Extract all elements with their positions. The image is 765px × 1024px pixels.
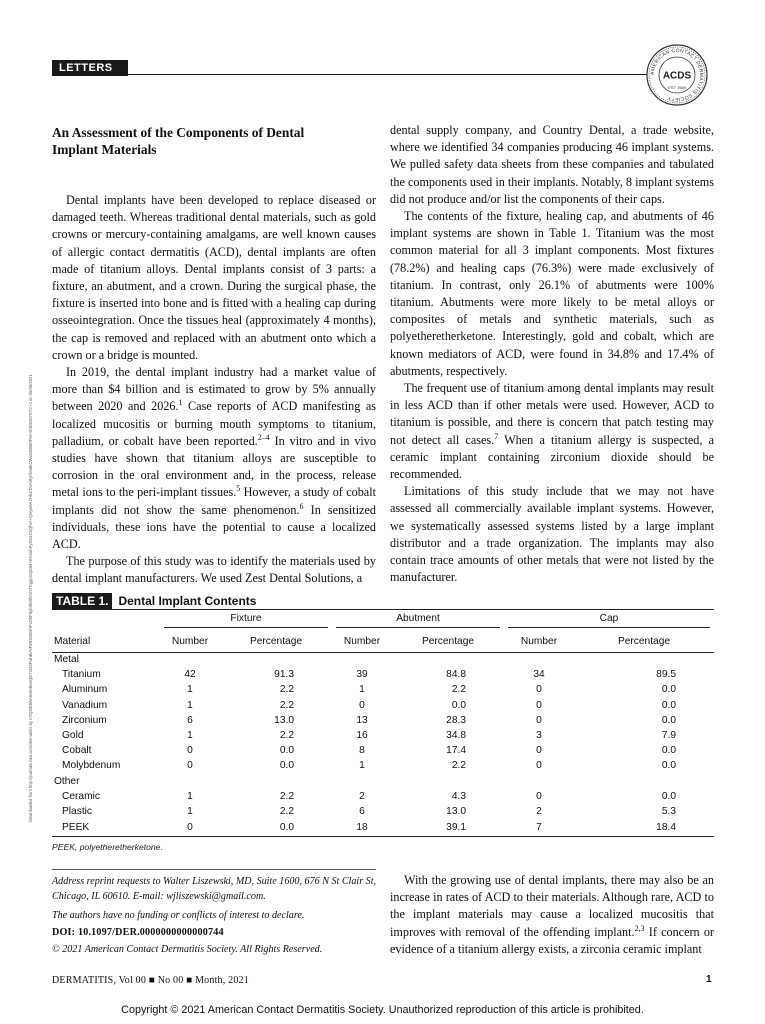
number-cell: 1 — [187, 699, 193, 711]
number-cell: 1 — [359, 760, 365, 772]
number-cell: 1 — [187, 684, 193, 696]
percentage-cell: 0.0 — [661, 714, 676, 726]
table-row — [52, 698, 714, 713]
material-cell: Ceramic — [62, 790, 100, 802]
group-header-cap: Cap — [508, 613, 710, 628]
percentage-cell: 28.3 — [446, 714, 466, 726]
material-cell: Molybdenum — [62, 760, 121, 772]
number-cell: 42 — [184, 669, 196, 681]
acds-seal-logo — [646, 44, 708, 106]
number-cell: 2 — [359, 790, 365, 802]
percentage-cell: 0.0 — [451, 699, 466, 711]
paragraph-market: In 2019, the dental implant industry had a market value of more than $4 billion and is estimated to grow by 5% annually between 2020 and 2026.$^1$ Case reports of ACD manifesting as localized mucositis or burning mouth symptoms to titanium, palladium, or cobalt have been reported.$^{2-4}$ In vitro and in vivo studies have shown that titanium alloys are susceptible to corrosion in the oral environment and, in the process, release metal ions to the peri-implant tissues.$^5$ However, a study of cobalt implants did not show the same phenomenon.$^6$ In sensitized individuals, these ions have the potential to cause a localized ACD. — [52, 365, 377, 552]
number-cell: 0 — [536, 790, 542, 802]
group-header-abutment: Abutment — [336, 613, 500, 628]
paragraph-limitations: Limitations of this study include that we may not have assessed all commercially available implant systems. However, we systematically assessed systems listed by a large implant distributor and a trade organization. The implants may also contain trace amounts of other metals that were not listed by the manufacturer. — [390, 484, 714, 585]
material-cell: Zirconium — [62, 714, 107, 726]
doi-note: DOI: 10.1097/DER.0000000000000744 — [52, 927, 224, 938]
number-cell: 2 — [536, 805, 542, 817]
table-row — [52, 789, 714, 804]
percentage-cell: 4.3 — [451, 790, 466, 802]
percentage-cell: 0.0 — [661, 790, 676, 802]
material-cell: Gold — [62, 730, 84, 742]
column-header: Percentage — [392, 631, 504, 652]
table-heading — [52, 592, 256, 609]
percentage-cell: 0.0 — [220, 819, 332, 836]
journal-footer: DERMATITIS, Vol 00 ■ No 00 ■ Month, 2021 — [52, 975, 249, 986]
column-header: Material — [52, 631, 160, 652]
left-column — [52, 192, 376, 588]
percentage-cell: 0.0 — [661, 760, 676, 772]
number-cell: 0 — [359, 699, 365, 711]
table-row — [52, 758, 714, 773]
header-rule — [128, 74, 648, 75]
number-cell: 0 — [187, 745, 193, 757]
percentage-cell: 2.2 — [279, 684, 294, 696]
table-tag: TABLE 1. — [52, 593, 112, 610]
number-cell: 13 — [356, 714, 368, 726]
number-cell: 0 — [536, 714, 542, 726]
percentage-cell: 0.0 — [661, 745, 676, 757]
percentage-cell: 13.0 — [274, 714, 294, 726]
percentage-cell: 17.4 — [446, 745, 466, 757]
column-header: Percentage — [220, 631, 332, 652]
paragraph-conclusion: With the growing use of dental implants, there may also be an increase in rates of ACD to their materials. Although rare, ACD to the implant materials may cause a localized mucositis that improves with removal of the offending implant.$^{2,3}$ If concern or evidence of a titanium allergy exists, a zirconia ceramic implant — [390, 873, 714, 956]
group-header-fixture: Fixture — [164, 613, 328, 628]
table-row — [52, 819, 714, 836]
number-cell: 1 — [187, 805, 193, 817]
percentage-cell: 18.4 — [574, 819, 714, 836]
section-label: Metal — [54, 654, 79, 666]
number-cell: 34 — [533, 669, 545, 681]
table-section-row — [52, 652, 714, 667]
percentage-cell: 7.9 — [661, 730, 676, 742]
number-cell: 1 — [187, 790, 193, 802]
table-row — [52, 682, 714, 697]
material-cell: Titanium — [62, 669, 101, 681]
material-cell: PEEK — [52, 819, 160, 836]
table-row — [52, 713, 714, 728]
paragraph-results: The contents of the fixture, healing cap, and abutments of 46 implant systems are shown in Table 1. Titanium was the most common material for all 3 implant components. Most fixtures (78.2%) and healing caps (76.3%) were made exclusively of titanium. In contrast, only 26.1% of abutments were 100% titanium. Abutments were more likely to be metal alloys or composites of metals and synthetic materials, such as polyetheretherketone. Interestingly, gold and cobalt, which are known mediators of ACD, were found in 34.8% and 17.4% of abutments, respectively. — [390, 209, 714, 378]
table-row — [52, 804, 714, 819]
material-cell: Cobalt — [62, 745, 92, 757]
number-cell: 8 — [359, 745, 365, 757]
table-section-row — [52, 774, 714, 789]
address-note: Address reprint requests to Walter Liszewski, MD, Suite 1600, 676 N St Clair St, Chicago, IL 60610. E-mail: wjliszewski@gmail.com. — [52, 876, 377, 902]
percentage-cell: 0.0 — [661, 684, 676, 696]
percentage-cell: 2.2 — [279, 699, 294, 711]
dental-implant-table — [52, 610, 714, 837]
column-header: Percentage — [574, 631, 714, 652]
number-cell: 0 — [536, 760, 542, 772]
funding-note: The authors have no funding or conflicts of interest to declare. — [52, 910, 305, 921]
material-cell: Plastic — [62, 805, 93, 817]
right-column-bottom — [390, 872, 714, 958]
percentage-cell: 2.2 — [451, 760, 466, 772]
table-row — [52, 667, 714, 682]
percentage-cell: 91.3 — [274, 669, 294, 681]
paragraph-methods: dental supply company, and Country Dental, a trade website, where we identified 34 companies producing 46 implant systems. We pulled safety data sheets from these companies and tabulated the components used in their implants. Notably, 8 implant systems did not produce and/or list the components of their caps. — [390, 123, 714, 206]
footnote-rule — [52, 869, 376, 870]
percentage-cell: 0.0 — [279, 745, 294, 757]
number-cell: 39 — [356, 669, 368, 681]
percentage-cell: 2.2 — [279, 730, 294, 742]
section-label: LETTERS — [52, 60, 128, 76]
number-cell: 7 — [504, 819, 574, 836]
number-cell: 0 — [536, 745, 542, 757]
table-row — [52, 728, 714, 743]
number-cell: 1 — [359, 684, 365, 696]
paragraph-purpose: The purpose of this study was to identify the materials used by dental implant manufacturers. We used Zest Dental Solutions, a — [52, 554, 376, 586]
column-header: Number — [504, 631, 574, 652]
seal-est-text: EST 1989 — [668, 85, 686, 90]
download-notice: Downloaded from http://journals.lww.com/dermatitis by nYQ5tEBhA9x9nBxnQEYOd2FUnBvNPzRXDE5hFvOhPdybXklXhm/VlTqgIpGQn8d+DN4uhFyXG4C6Qhvr+Qmyw5A2Hk1rDVAi9y0fvs8kOWwz5tB6ItFM+vh9GD87K7C+4 on 06/09/2021 — [28, 374, 33, 822]
percentage-cell: 2.2 — [279, 805, 294, 817]
number-cell: 6 — [359, 805, 365, 817]
section-label: Other — [54, 775, 80, 787]
percentage-cell: 0.0 — [661, 699, 676, 711]
percentage-cell: 13.0 — [446, 805, 466, 817]
copyright-note: © 2021 American Contact Dermatitis Society. All Rights Reserved. — [52, 944, 323, 955]
seal-ring-text: AMERICAN CONTACT DERMATITIS SOCIETY — [649, 47, 705, 103]
percentage-cell: 5.3 — [661, 805, 676, 817]
column-header: Number — [332, 631, 392, 652]
number-cell: 0 — [160, 819, 220, 836]
material-cell: Aluminum — [62, 684, 108, 696]
number-cell: 0 — [536, 684, 542, 696]
percentage-cell: 39.1 — [392, 819, 504, 836]
percentage-cell: 0.0 — [279, 760, 294, 772]
paragraph-discussion: The frequent use of titanium among dental implants may result in less ACD than if other metals were used. However, ACD to titanium is possible, and there is concern that patch testing may not detect all cases.$^7$ When a titanium allergy is suspected, a ceramic implant containing zirconium dioxide should be recommended. — [390, 381, 714, 482]
number-cell: 6 — [187, 714, 193, 726]
number-cell: 1 — [187, 730, 193, 742]
percentage-cell: 2.2 — [279, 790, 294, 802]
table-title: Dental Implant Contents — [118, 594, 257, 608]
seal-center-text: ACDS — [662, 70, 692, 82]
right-column — [390, 122, 714, 586]
number-cell: 3 — [536, 730, 542, 742]
material-cell: Vanadium — [62, 699, 108, 711]
column-header: Number — [160, 631, 220, 652]
percentage-cell: 34.8 — [446, 730, 466, 742]
number-cell: 0 — [536, 699, 542, 711]
paragraph-intro: Dental implants have been developed to replace diseased or damaged teeth. Whereas traditional dental materials, such as gold crowns or mercury-containing amalgams, are well known causes of allergic contact dermatitis (ACD), dental implants are often made of titanium alloys. Dental implants consist of 3 parts: a fixture, an abutment, and a crown. During the surgical phase, the fixture is inserted into bone and is fitted with a healing cap during osseointegration. Once the tissues heal (approximately 4 months), the cap is removed and replaced with an abutment onto which a crown or a bridge is mounted. — [52, 193, 376, 362]
table-row — [52, 743, 714, 758]
number-cell: 0 — [187, 760, 193, 772]
copyright-line: Copyright © 2021 American Contact Dermatitis Society. Unauthorized reproduction of this article is prohibited. — [121, 1004, 644, 1016]
percentage-cell: 89.5 — [656, 669, 676, 681]
percentage-cell: 84.8 — [446, 669, 466, 681]
percentage-cell: 2.2 — [451, 684, 466, 696]
table-note: PEEK, polyetheretherketone. — [52, 842, 163, 852]
number-cell: 18 — [332, 819, 392, 836]
page-number: 1 — [706, 974, 712, 985]
article-title: An Assessment of the Components of Dental Implant Materials — [52, 125, 305, 157]
number-cell: 16 — [356, 730, 368, 742]
